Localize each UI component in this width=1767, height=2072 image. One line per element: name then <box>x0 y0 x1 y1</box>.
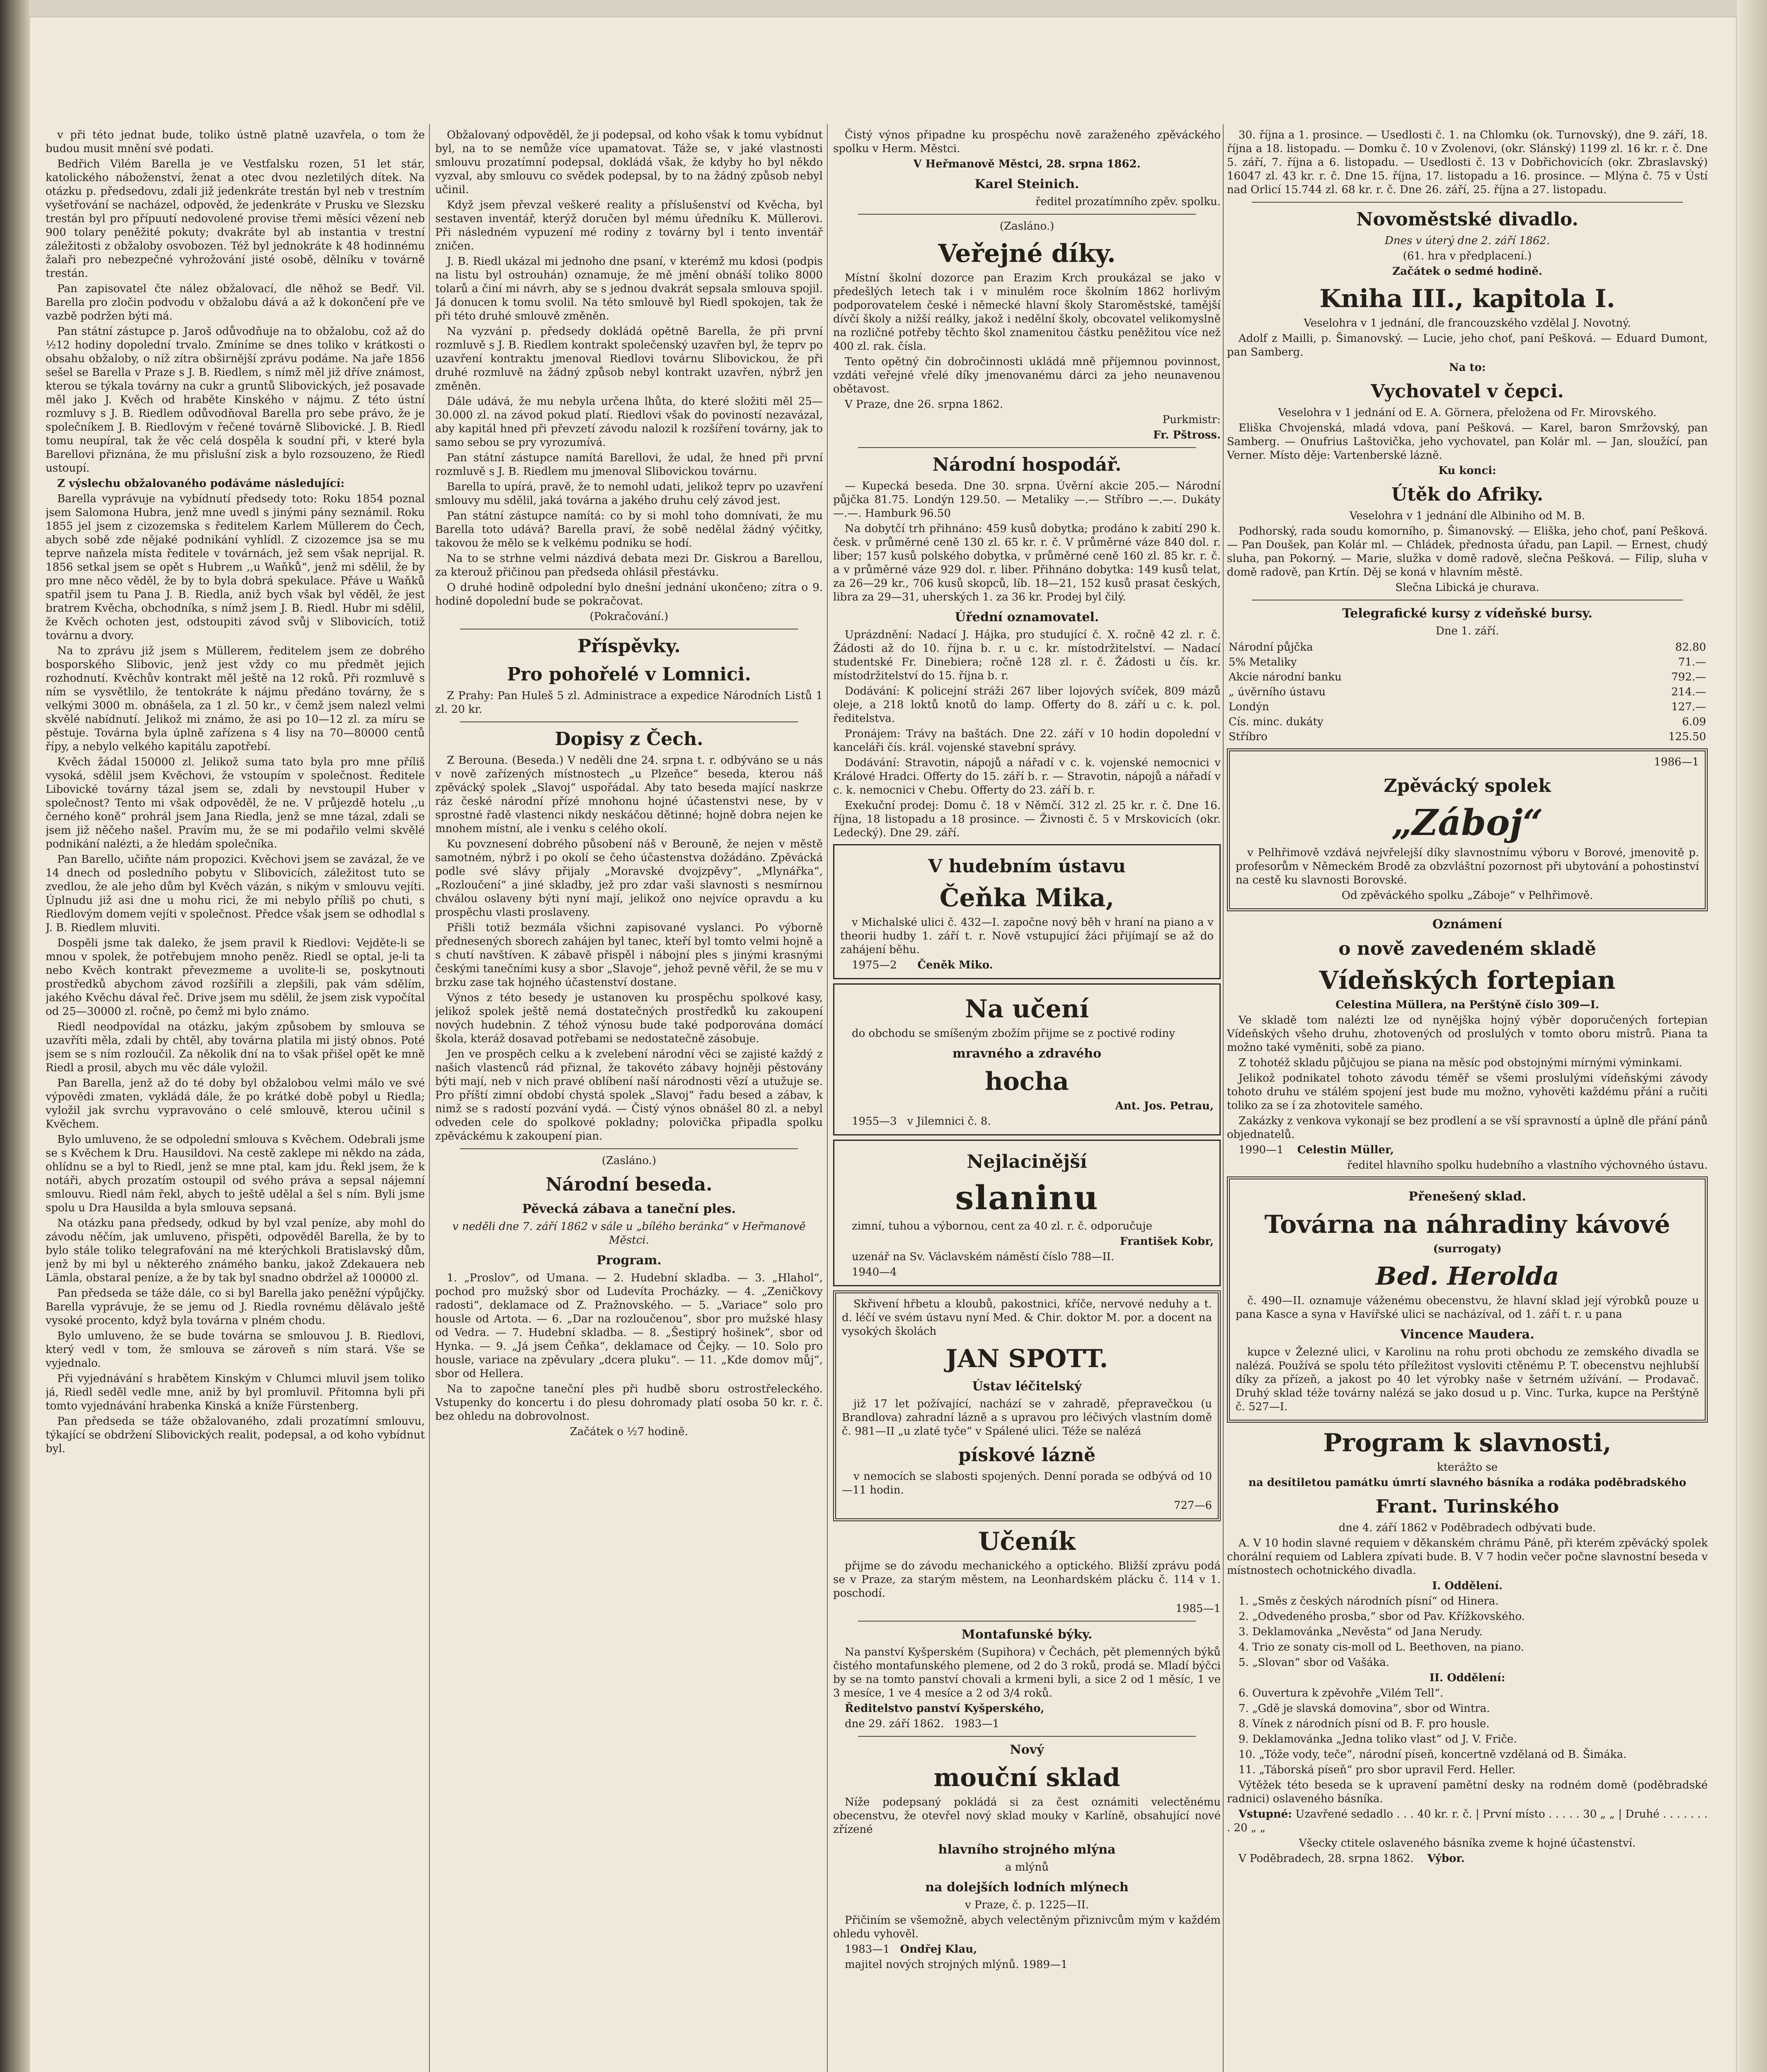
ad-kava-label: Přenešený sklad. <box>1408 1189 1526 1204</box>
signature-role: ředitel prozatímního zpěv. spolku. <box>1035 196 1221 208</box>
table-row <box>1227 729 1708 744</box>
program-end: Výtěžek této beseda se k upravení pamětní desky na rodném domě (poděbradské radnici) oslaveného básníka. <box>1227 1779 1708 1805</box>
program-item: 2. „Odvedeného prosba,“ sbor od Pav. Křížkovského. <box>1239 1610 1525 1623</box>
ad-spott-text2: v nemocích se slabosti spojených. Denní porada se odbývá od 10—11 hodin. <box>842 1470 1212 1496</box>
theatre-start: Začátek o sedmé hodině. <box>1392 265 1542 278</box>
ad-montafun-title: Montafunské býky. <box>961 1627 1093 1642</box>
article-paragraph: Barella vyprávuje na vybídnutí předsedy toto: Roku 1854 poznal jsem Salomona Hubra, jenž mne uvedl s jinými pány seznámil. Roku 1855 jel jsem z cizozemska s ředitelem Karlem Müllerem do Čech, abych sobě zde nějaké podnikání vyhlídl. Z cizozemce jsa se mu teprve naňzela místa ředitele v továrnách, jež sem však neprijal. R. 1856 setkal jsem se opět s Hubrem ,,u Waňků“, jenž mi sdělil, že by pro mne něco věděl, že by to byla dobrá spekulace. Přáve u Waňků spatřil jsem tu Pana J. B. Riedla, aniž bych však byl věděl, že jest bratrem Kvěcha, obchodníka, s nímž jsem J. B. Riedl. Hubr mi sdělil, že Kvěch ochoten jest, odstoupiti závod svůj v Slibovicích, totiž továrnu a dvory. <box>46 493 425 642</box>
ad-kava-text2: kupce v Železné ulici, v Karolinu na rohu proti obchodu ze zemského divadla se nalézá. Používá se spolu této příležitost vysloviti ctěnému P. T. obecenstvu nejhlubší díky za přízeň, a jakost po 40 let výrobky naše v šetrném užívání. — Prodavač. Druhý sklad téže továrny nalézá se jako dosud u p. Vinc. Turka, kupce na Perštýně č. 527—I. <box>1236 1346 1699 1413</box>
column-rule <box>429 124 430 2072</box>
signature: Fr. Pštross. <box>1153 429 1221 441</box>
quote-name: Národní půjčka <box>1229 641 1313 654</box>
ad-number: 1990—1 <box>1239 1144 1284 1156</box>
ad-sklad-title: mouční sklad <box>933 1763 1120 1792</box>
article-paragraph: Na vyzvání p. předsedy dokládá opětně Barella, že při první rozmluvě s J. B. Riedlem kontrakt společenský uzavřen byl, že teprv po uzavření kontraktu jmenoval Riedlovi továrnu Slibovickou, že při druhé rozmluvě na žádný způsob nebyl kontrakt uzavřen, nýbrž jen změněn. <box>435 325 823 392</box>
ad-zaboj <box>1227 748 1708 911</box>
notice-paragraph: Pronájem: Trávy na baštách. Dne 22. září v 10 hodin dopolední v kanceláři čís. král. vojenské stavební správy. <box>833 728 1221 754</box>
signature-role: Purkmistr: <box>1162 414 1221 426</box>
ad-number: 1983—1 <box>845 1943 890 1956</box>
page-right-edge <box>1737 0 1767 2072</box>
ad-montafun-sign: Ředitelstvo panství Kyšperského, <box>845 1702 1045 1715</box>
ad-montafun-text: Na panství Kyšperském (Supihora) v Čechách, pět plemenných býků čistého montafunského plemene, od 2 do 3 roků, prodá se. Mladí býčci by se na tomto panství chovali a krmeni byli, a sice 2 od 1 měsíc, 1 ve 3 mesíce, 1 ve 4 mesíce a 2 od 3/4 roků. <box>833 1646 1221 1699</box>
cattle-market-report: Na dobytčí trh přihnáno: 459 kusů dobytka; prodáno k zabití 290 k. česk. v průměrné ceně 130 zl. 65 kr. r. č. V průměrné váze 840 dol. r. liber; 157 kusů polského dobytka, v průměrné ceně 160 zl. 85 kr. r. č. a v průměrné váze 929 dol. r. liber. Přihnáno dobytka: 149 kusů telat, za 26—29 kr., 706 kusů skopců, líb. 18—21, 152 kusů prasat českých, libra za 29—31, uherských 1. za 36 kr. Prodej byl čilý. <box>833 523 1221 603</box>
quotes-table <box>1227 640 1708 744</box>
program-section1: I. Oddělení. <box>1432 1580 1503 1592</box>
market-report: — Kupecká beseda. Dne 30. srpna. Úvěrní akcie 205.— Národní půjčka 81.75. Londýn 129.50. — Metaliky —.— Stříbro —.—. Dukáty —.—. Hamburk 96.50 <box>833 480 1221 520</box>
program-item: 8. Vínek z národních písní od B. F. pro housle. <box>1239 1718 1490 1730</box>
program-intro: A. V 10 hodin slavné requiem v děkanském chrámu Páně, při kterém zpěvácký spolek chorální requiem od Lablera zpívati bude. B. V 7 hodin večer počne slavnostní beseda v místnostech ochotnického divadla. <box>1227 1537 1708 1577</box>
article-paragraph: Bylo umluveno, že se odpolední smlouva s Kvěchem. Odebrali jsme se s Kvěchem k Dru. Hausildovi. Na cestě zaklepe mi někdo na záda, ohlídnu se a byl to Riedl, jenž se mne ptal, kam jdu. Řekl jsem, že k notáři, abych prozatím ostoupil od svého práva a sepsal nájemní smlouvu. Riedl nám řekl, abych to ještě udělal a šel s ním. Byli jsme spolu u Dra Hausilda a byla smlouva sepsaná. <box>46 1133 425 1214</box>
program-date: dne 4. září 1862 v Poděbradech odbývati bude. <box>1338 1522 1596 1534</box>
ad-zaboj-line1: Zpěvácký spolek <box>1384 775 1551 796</box>
ad-fortepian-text4: Zakázky z venkova vykonají se bez prodlení a se vší spravností a úplně dle přání pánů objednatelů. <box>1227 1115 1708 1141</box>
section-divider <box>460 1148 798 1149</box>
section-divider <box>460 721 798 722</box>
article-paragraph: Pan Barello, učiňte nám propozici. Kvěchovi jsem se zavázal, že ve 14 dnech od posledního pobytu v Slibovicích, záležitost tuto se zvedlou, že ale jeho dům byl Kvěch vázán, s nikým v smlouvu vejíti. Úplnudu již asi dne u mohu rici, že mi nebylo příliš po chuti, s Riedlovým domem vejíti v společnost. Předce však jsem se odhodlal s J. B. Riedlem mluviti. <box>46 853 425 934</box>
program-label: Program. <box>596 1253 662 1268</box>
section-divider <box>858 1736 1196 1737</box>
ad-number: 1989—1 <box>1022 1958 1068 1971</box>
notice-paragraph: Exekuční prodej: Domu č. 18 v Němčí. 312 zl. 25 kr. r. č. Dne 16. října, 18 listopadu a 18 prosince. — Živnosti č. 5 v Mrskovicích (okr. Ledecký). Dne 29. září. <box>833 799 1221 839</box>
ad-kava-text: č. 490—II. oznamuje váženému obecenstvu, že hlavní sklad její výrobků pouze u pana Kasce a syna v Havířské ulici se nacházíval, od 1. září t. r. u pana <box>1236 1295 1699 1321</box>
play1-desc: Veselohra v 1 jednání, dle francouzského vzdělal J. Novotný. <box>1304 317 1631 329</box>
ad-uceni-sign: Ant. Jos. Petrau, <box>1115 1100 1214 1112</box>
article-paragraph: v při této jednat bude, toliko ústně platně uzavřela, o tom že budou musit mnění své podati. <box>46 129 425 155</box>
ad-zaboj-name: „Záboj“ <box>1391 802 1544 844</box>
article-paragraph: Pan státní zástupce p. Jaroš odůvodňuje na to obžalobu, což až do ½12 hodiny dopolední trvalo. Zmíníme se dnes toliko v krátkosti o obsahu obžaloby, o níž zítra obširnější zprávu podáme. Na jaře 1856 sešel se Barella v Praze s J. B. Riedlem, s nímž měl již dříve známost, kterou se týkala továrny na cukr a gruntů Slibovických, jež posavade měl jako J. Kvěch od hraběte Kinského v nájmu. Z této ústní rozmluvy s J. B. Riedlem odůvodňoval Barella pro sebe právo, že je společníkem J. B. Riedlovým v řečené továrně Slibovické. J. B. Riedl tomu neupíral, tak že věc celá dospěla k soudní při, v které byla Barellovi přiznána, že mu přislušní zisk a bylo rozsouzeno, že Riedl ustoupí. <box>46 325 425 474</box>
ad-spott-name: JAN SPOTT. <box>945 1344 1108 1373</box>
ad-fortepian-text: Ve skladě tom nalézti lze od nynějška hojný výběr doporučených fortepian Vídeňských všeho druhu, zhotovených od proslulých v tomto oboru mistrů. Piana ta možno také vyměniti, sobě za piano. <box>1227 1014 1708 1054</box>
ad-kava <box>1227 1176 1708 1423</box>
ad-mika <box>833 844 1221 979</box>
program-item: 7. „Gdě je slavská domovina“, sbor od Wintra. <box>1239 1702 1490 1715</box>
narodni-beseda-subheading: Pěvecká zábava a taneční ples. <box>522 1202 736 1216</box>
column-1 <box>46 128 425 2072</box>
ad-sklad-sign: Ondřej Klau, <box>900 1943 977 1956</box>
theatre-date: Dnes v úterý dne 2. září 1862. <box>1384 235 1550 247</box>
program-entry: Uzavřené sedadlo . . . 40 kr. r. č. | První místo . . . . . 30 „ „ | Druhé . . . . . . . . 20 „ „ <box>1227 1808 1708 1834</box>
start-time: Začátek o ½7 hodině. <box>570 1426 688 1438</box>
program-text: 1. „Proslov“, od Umana. — 2. Hudební skladba. — 3. „Hlahol“, pochod pro mužský sbor od Ludevíta Procházky. — 4. „Zeničkovy radosti“, deklamace od Z. Pražnovského. — 5. „Variace“ solo pro housle od Artota. — 6. „Dar na rozloučenou“, sbor pro mužské hlasy od Vedra. — 7. Hudební skladba. — 8. „Šestiprý hošinek“, sbor od Hynka. — 9. „Já jsem Čeňka“, deklamace od Čejky. — 10. Solo pro housle, variace na zpěvulary „dcera pluku“. — 11. „Kde domov můj“, sbor od Hellera. <box>435 1272 823 1380</box>
article-paragraph: Dospěli jsme tak daleko, že jsem pravil k Riedlovi: Vejděte-li se mnou v spolek, že potřebujem mnoho peněz. Riedl se optal, je-li ta nebo Kvěch kontrakt převezmeme a uvolite-li se, poskytnouti prostředků abychom závod rozšířili a zlepšili, pak vám sdělím, jakého Kvěchu dával řeč. Drive jsem mu sdělil, že jsem zisk vypočítal od 25—30000 zl. ročně, po čemž mi bylo známo. <box>46 937 425 1018</box>
binding-edge <box>0 0 29 2072</box>
article-paragraph: Čistý výnos připadne ku prospěchu nově zaraženého zpěváckého spolku v Herm. Městci. <box>833 129 1221 155</box>
program-item: 3. Deklamovánka „Nevěsta“ od Jana Nerudy. <box>1239 1626 1483 1638</box>
ad-ucenik-title: Učeník <box>978 1527 1076 1556</box>
column-2 <box>435 128 823 2072</box>
narodni-beseda-heading: Národní beseda. <box>545 1174 713 1195</box>
ad-number: 1975—2 <box>852 959 897 971</box>
play1-title: Kniha III., kapitola I. <box>1319 284 1615 313</box>
play3-desc: Veselohra v 1 jednání dle Albiniho od M. B. <box>1349 510 1585 522</box>
ad-number: 727—6 <box>1173 1499 1212 1512</box>
ad-montafun-date: dne 29. září 1862. <box>845 1718 944 1730</box>
quote-name: „ úvěrního ústavu <box>1229 686 1326 698</box>
ad-kava-name: Bed. Herolda <box>1375 1262 1559 1291</box>
ad-spott-text: již 17 let požívající, nachází se v zahradě, přepravečkou (u Brandlova) zahradní lázně a s upravou pro léčivých vlastním domě č. 981—II „u zlaté tyče“ v Spálené ulici. Téže se nalézá <box>842 1398 1212 1438</box>
article-paragraph: Pan Barella, jenž až do té doby byl obžalobou velmi málo ve své výpovědi zmaten, vykládá dále, že po krátké době pobyl u Riedla; vyložil jak svrchu vypravováno o celé smlouvě, kterou učinil s Kvěchem. <box>46 1077 425 1130</box>
section-divider <box>858 1621 1196 1622</box>
uredni-oznamovatel-heading: Úřední oznamovatel. <box>955 610 1099 625</box>
ad-spott-intro: Skřivení hřbetu a kloubů, pakostnici, kříče, nervové neduhy a t. d. léčí ve svém ústavu nyní Med. & Chir. doktor M. por. a docent na vysokých školách <box>842 1298 1212 1338</box>
ad-slanina <box>833 1140 1221 1286</box>
article-paragraph: Bylo umluveno, že se bude továrna se smlouvou J. B. Riedlovi, který vedl v tom, že smlouva se zároveň s ním stará. Vše se vyjednalo. <box>46 1330 425 1370</box>
ad-uceni-title: Na učení <box>965 995 1089 1024</box>
play2-label: Na to: <box>1449 361 1486 374</box>
article-paragraph: Když jsem převzal veškeré reality a příslušenství od Kvěcha, byl sestaven inventář, kterýž doručen byl mému úředníku K. Müllerovi. Při následném vypuzení mé rodiny z továrny byl i tento inventář zničen. <box>435 199 823 252</box>
quote-value: 792.— <box>1671 671 1706 683</box>
ad-spott-sub: Ústav léčitelský <box>972 1379 1082 1394</box>
article-paragraph: Riedl neodpovídal na otázku, jakým způsobem by smlouva se uzavříti měla, zdali by chtěl, aby továrna platila mi jistý obnos. Poté jsem se s ním rozloučil. Za několik dní na to však přišel opět ke mně Riedl a prosil, abych mu věc dále vyložil. <box>46 1021 425 1074</box>
place-date: V Heřmanově Městci, 28. srpna 1862. <box>913 158 1141 170</box>
ad-slanina-text: zimní, tuhou a výbornou, cent za 40 zl. r. č. odporučuje <box>852 1220 1152 1232</box>
ad-zaboj-text: v Pelhřimově vzdává nejvřelejší díky slavnostnímu výboru v Borové, jmenovitě p. profesorům v Německém Brodě za obzvláštní pozornost při ubytování a pohostinství na cestě ku slavnosti Borovské. <box>1236 847 1699 886</box>
program-item: 9. Deklamovánka „Jedna toliko vlast“ od J. V. Friče. <box>1239 1733 1517 1745</box>
quote-name: 5% Metaliky <box>1229 656 1297 668</box>
narodni-beseda-date: v neděli dne 7. září 1862 v sále u „bílého beránka“ v Heřmanově Městci. <box>452 1220 806 1247</box>
play1-cast: Adolf z Mailli, p. Šimanovský. — Lucie, jeho choť, paní Pešková. — Eduard Dumont, pan Samberg. <box>1227 332 1708 358</box>
telegraph-heading: Telegrafické kursy z vídeňské bursy. <box>1342 606 1592 621</box>
article-paragraph: Na to se strhne velmi názdivá debata mezi Dr. Giskrou a Barellou, za kterouž přičinou pan předseda ohlásil přestávku. <box>435 552 823 579</box>
table-row <box>1227 700 1708 714</box>
ad-fortepian-text3: Jelikož podnikatel tohoto závodu téměř se všemi proslulými vídeňskými závody tohoto druhu ve stálém spojení jest bude mu možno, vyhověti každému přání a ručiti toliko za se í za zhotovitele samého. <box>1227 1072 1708 1112</box>
article-paragraph: Výnos z této besedy je ustanoven ku prospěchu spolkové kasy, jelikož spolek ještě nemá dostatečných prostředků ku zakoupení nových hudebnin. Z téhož výnosu bude také podporována domácí škola, kteráž dosavad potřebami se nedostatečně zásobuje. <box>435 992 823 1045</box>
article-paragraph: Pan zapisovatel čte nález obžalovací, dle něhož se Bedř. Vil. Barella pro zločin podvodu v obžalobu dává a až k dokončení pře ve vazbě podržen býti má. <box>46 283 425 322</box>
signature: Karel Steinich. <box>974 177 1079 191</box>
ad-uceni-place: v Jilemnici č. 8. <box>907 1115 991 1128</box>
zaslano-label: (Zasláno.) <box>999 220 1054 232</box>
section-divider <box>1252 202 1683 203</box>
program-item: 6. Ouvertura k zpěvohře „Vilém Tell“. <box>1239 1687 1444 1699</box>
ad-kava-title: Továrna na náhradiny kávové <box>1264 1210 1670 1239</box>
ad-signature: Čeněk Miko. <box>917 959 993 971</box>
play3-title: Útěk do Afriky. <box>1391 484 1544 505</box>
article-paragraph: Přišli totiž bezmála všichni zapisované vyslanci. Po výborně přednesených sborech zahájen byl tanec, kteří byl tomto velmi hojně a s chutí navštíven. K zábavě přispěl i nábojní ples s jinými krasnými českými tanečními kusy a sbor „Slavoje“, jehož pevně věřil, že se mu v brzku zase tak hojného účastenství dostane. <box>435 922 823 989</box>
section-heading-prispevky: Příspěvky. <box>577 636 681 657</box>
ad-number: 1955—3 <box>852 1115 897 1128</box>
article-paragraph: Pan předseda se táže obžalovaného, zdali prozatímní smlouvu, týkající se obdržení Slibovických realit, podepsal, a od koho vybídnut byl. <box>46 1415 425 1455</box>
program-heading: Program k slavnosti, <box>1323 1428 1612 1457</box>
play3-cast: Podhorský, rada soudu komorního, p. Šimanovský. — Eliška, jeho choť, paní Pešková. — Pan Doušek, pan Kolár ml. — Chládek, přednosta úřadu, pan Lapil. — Ernest, chudý sluha, pan Pokorný. — Marie, služka v domě radově, slečna Pešková. — Filip, sluha v domě radově, pan Krtín. Děj se koná v hlavním městě. <box>1227 525 1708 579</box>
zaslano-label: (Zasláno.) <box>601 1155 657 1167</box>
article-paragraph: Ku povznesení dobrého působení náš v Berouně, že nejen v městě samotném, nýbrž i po okolí se čeho účastenstva dožádáno. Zpěvácká podle své slávy přijaly „Moravské dvojzpěvy“, „Mlynářka“, „Rozloučení“ a jiné skladby, jež pro zdar vaši slavnosti s nesmírnou chválou oslaveny býti nyní mají, jelikož ono nejvíce opravdu a ku prospěchu vlasti proslaveny. <box>435 838 823 919</box>
ad-mika-sign <box>840 959 1214 972</box>
ad-uceni-sub: mravného a zdravého <box>952 1046 1102 1061</box>
program-name: Frant. Turinského <box>1375 1496 1559 1517</box>
article-paragraph: Bedřich Vilém Barella je ve Vestfalsku rozen, 51 let stár, katolického náboženství, ženat a otec dvou nezletilých dítek. Na otázku p. předsedovu, zdali již jedenkráte trestán byl neb v trestním vyšetřování se nacházel, odpověd, že jedenkráte v Prusku ve Slezsku trestán byl pro přípuutí nedovolené provise třemi měsíci vězení neb 900 tolary peněžité pokuty; dvakráte byl ab instantia v trestní záležitosti z obžaloby osvobozen. Též byl jednokráte k 48 hodinnému žalaři pro nebezpečné vyhrožování jisté osobě, dělníku v továrně trestán. <box>46 158 425 280</box>
article-paragraph: Místní školní dozorce pan Erazim Krch proukázal se jako v předešlých letech tak i v minulém roce školním 1862 horlivým podporovatelem české i německé hlavní školy Staroměstské, tamější dívčí školy a nižší reálky, jakož i nedělní školy, obcovatel velikomyslně na rozličné potřeby těchto škol znamenitou částku peněžitou více než 400 zl. rak. čísla. <box>833 272 1221 353</box>
ad-sklad-sub2: na dolejších lodních mlýnech <box>925 1880 1129 1895</box>
article-paragraph: Kvěch žádal 150000 zl. Jelikož suma tato byla pro mne příliš vysoká, sdělil jsem Kvěchovi, že vstoupím v společnost. Ředitele Libovické továrny tázal jsem se, zdali by nevstoupil Huber v společnost? Tento mi však odpověděl, že ne. V průjezdě hotelu ,,u černého koně“ prohrál jsem Jana Riedla, jenž se mne tázal, zdali se jsem již něčeho našel. Pravím mu, že se mi podařilo velmi skvělé podnikání nalézti, a že hledám společníka. <box>46 756 425 850</box>
ad-sklad-line1: Nový <box>1010 1743 1044 1757</box>
ad-ucenik-text: přijme se do závodu mechanického a optického. Bližší zprávu podá se v Praze, za starým městem, na Leonhardském plácku č. 114 v 1. poschodí. <box>833 1560 1221 1600</box>
ad-sklad-text: Níže podepsaný pokládá si za čest oznámiti velectěnému obecenstvu, že otevřel nový sklad mouky v Karlíně, obsahující nové zřízené <box>833 1796 1221 1836</box>
article-paragraph: O druhé hodině odpolední bylo dnešní jednání ukončeno; zítra o 9. hodině dopolední bude se pokračovat. <box>435 581 823 608</box>
ad-mika-name: Čeňka Mika, <box>939 884 1115 913</box>
program-final: Všecky ctitele oslaveného básníka zveme k hojné účastenství. <box>1299 1837 1636 1849</box>
narodni-hospodar-heading: Národní hospodář. <box>932 454 1122 475</box>
notice-paragraph: Dodávání: K policejní stráži 267 liber lojových svíček, 809 mázů oleje, a 218 loktů knotů do lamp. Offerty do 8. září u c. k. pol. ředitelstva. <box>833 685 1221 725</box>
column-rule <box>1223 124 1224 2072</box>
notice-paragraph: Dodávání: Stravotin, nápojů a nářadí v c. k. vojenské nemocnici v Králové Hradci. Offerty do 15. září b. r. — Stravotin, nápojů a nářadí v c. k. nemocnici v Chebu. Offerty do 23. září b. r. <box>833 757 1221 796</box>
column-3 <box>833 128 1221 2072</box>
ad-spott-lazne: pískové lázně <box>958 1445 1096 1466</box>
table-row <box>1227 670 1708 685</box>
ad-fortepian-owner: Celestina Müllera, na Perštýně číslo 309—I. <box>1336 999 1599 1011</box>
ad-number: 1985—1 <box>1176 1602 1221 1615</box>
ad-fortepian-line1: o nově zavedeném skladě <box>1338 938 1596 959</box>
place-date: V Praze, dne 26. srpna 1862. <box>845 398 1003 411</box>
continuation-note: (Pokračování.) <box>589 610 669 623</box>
table-row <box>1227 714 1708 729</box>
ad-number: 1940—4 <box>852 1266 897 1278</box>
theatre-heading: Novoměstské divadlo. <box>1356 209 1578 230</box>
notice-paragraph: 30. října a 1. prosince. — Usedlosti č. 1. na Chlomku (ok. Turnovský), dne 9. září, 18. října a 18. listopadu. — Domku č. 10 v Zvolenovi, (okr. Slánský) 1199 zl. 16 kr. r. č. Dne 5. září, 7. října a 6. listopadu. — Usedlosti č. 13 v Dobřichovicích (okr. Zbraslavský) 16047 zl. 43 kr. r. č. Dne 15. října, 17. listopadu a 16. prosince. — Mlýna č. 75 v Ústí nad Orlicí 15.744 zl. 68 kr. r. č. Dne 26. září, 25. října a 27. listopadu. <box>1227 129 1708 196</box>
program-section2: II. Oddělení: <box>1429 1672 1505 1684</box>
ad-mika-line1: V hudebním ústavu <box>928 856 1126 877</box>
quote-value: 82.80 <box>1675 641 1706 654</box>
ad-fortepian-sign: Celestin Müller, <box>1297 1144 1394 1156</box>
article-paragraph: Jen ve prospěch celku a k zvelebení národní věci se zajisté každý z našich vlastenců rád přiznal, že takovéto zábavy hojněji pěstovány býti mají, neb v nich pravé oblíbení naší národnosti vězí a utužuje se. Pro příští zimní období chystá spolek „Slavoj“ řadu besed a zábav, k nimž se s radostí pozvání vydá. — Čistý výnos obnášel 80 zl. a nebyl odveden cele do spolkové pokladny; polovička připadla spolku zpěváckému k zakoupení pian. <box>435 1048 823 1143</box>
article-paragraph: Barella to upírá, pravě, že to nemohl udati, jelikož teprv po uzavření smlouvy mu sdělil, jaká továrna a jakého druhu celý závod jest. <box>435 481 823 507</box>
ad-slanina-sign: František Kobr, <box>1120 1235 1214 1248</box>
quote-name: Cís. minc. dukáty <box>1229 716 1323 728</box>
section-divider <box>858 447 1196 448</box>
quote-value: 6.09 <box>1682 716 1706 728</box>
program-item: 1. „Směs z českých národních písní“ od Hinera. <box>1239 1595 1499 1607</box>
program-sign: Výbor. <box>1427 1852 1465 1865</box>
subheading-lomnice: Pro pohořelé v Lomnici. <box>507 664 751 685</box>
verejne-diky-heading: Veřejné díky. <box>938 239 1116 268</box>
theatre-note: (61. hra v předplacení.) <box>1403 250 1532 262</box>
ad-spott <box>833 1290 1221 1521</box>
table-row <box>1227 685 1708 700</box>
ad-fortepian-label: Oznámení <box>1432 917 1503 932</box>
quote-value: 127.— <box>1671 701 1706 713</box>
ad-sklad-text2: a mlýnů <box>1005 1861 1049 1874</box>
section-heading-dopisy: Dopisy z Čech. <box>555 729 703 750</box>
program-item: 10. „Tóže vody, teče“, národní píseň, koncertně vzdělaná od B. Šimáka. <box>1239 1748 1627 1761</box>
ad-zaboj-sign: Od zpěváckého spolku „Záboje“ v Pelhřimově. <box>1341 889 1593 902</box>
article-paragraph: Pan státní zástupce namítá Barellovi, že udal, že hned při první rozmluvě s J. B. Riedlem mu jmenoval Slibovickou továrnu. <box>435 452 823 478</box>
article-paragraph: Tento opětný čin dobročinnosti ukládá mně příjemnou povinnost, vzdáti veřejné vřelé díky jmenovanému dárci za jeho neunavenou obětavost. <box>833 356 1221 395</box>
table-row <box>1227 640 1708 655</box>
program-item: 11. „Táborská píseň“ pro sbor upravil Ferd. Heller. <box>1239 1764 1516 1776</box>
play2-title: Vychovatel v čepci. <box>1371 381 1564 402</box>
ad-fortepian-sign2: ředitel hlavního spolku hudebního a vlastního výchovného ústavu. <box>1347 1159 1708 1172</box>
play3-note: Slečna Libická je churava. <box>1395 581 1539 594</box>
quote-value: 125.50 <box>1668 731 1706 743</box>
ad-uceni-big: hocha <box>985 1067 1069 1096</box>
donation-text: Z Prahy: Pan Huleš 5 zl. Administrace a expedice Národních Listů 1 zl. 20 kr. <box>435 690 823 716</box>
ad-uceni-text: do obchodu se smíšeným zbožím přijme se z poctivé rodiny <box>852 1027 1175 1040</box>
article-paragraph: J. B. Riedl ukázal mi jednoho dne psaní, v kterémž mu kdosi (podpis na listu byl ostrouhán) oznamuje, že mě jmění obnáší toliko 8000 tolarů a činí mi návrh, aby se s jednou dvakrát sepsala smlouva spojil. Já donucen k tomu svolil. Na této smlouvě byl Riedl spokojen, tak že při této druhé smlouvě změněn. <box>435 255 823 322</box>
quote-value: 214.— <box>1671 686 1706 698</box>
ad-na-uceni <box>833 983 1221 1135</box>
article-paragraph: Pan předseda se táže dále, co si byl Barella jako peněžní výpůjčky. Barella vyprávuje, že se jemu od J. Riedla rovnému dělávalo ještě vysoké procento, když byla továrna v plném chodu. <box>46 1287 425 1327</box>
ad-slanina-sub: uzenář na Sv. Václavském náměstí číslo 788—II. <box>852 1251 1115 1263</box>
ad-kava-name2: Vincence Maudera. <box>1400 1327 1534 1342</box>
article-paragraph: Z výslechu obžalovaného podáváme následující: <box>57 477 345 490</box>
ad-fortepian-title: Vídeňských fortepian <box>1319 966 1616 995</box>
play2-cast: Eliška Chvojenská, mladá vdova, paní Pešková. — Karel, baron Smržovský, pan Samberg. — Onufrius Laštovička, jeho vychovatel, pan Kolár ml. — Jan, sloužící, pan Verner. Místo děje: Vartenberské lázně. <box>1227 422 1708 462</box>
ad-sklad-text4: Přičiním se všemožně, abych velectěným přiznivcům mým v každém ohledu vyhověl. <box>833 1914 1221 1940</box>
article-paragraph: Z Berouna. (Beseda.) V neděli dne 24. srpna t. r. odbýváno se u nás v nově zařízených místnostech „u Plzeňce“ beseda, kterou náš zpěvácký spolek „Slavoj“ uspořádal. Aby tato beseda mající naskrze ráz české národní přízé mnohonu hojné účastenstvi nese, by v sprostné řadě vlastenci nikdy neskáčou dětinné; hojně dobra nejen ke mnohem místní, ale i venku s celého okolí. <box>435 754 823 835</box>
play2-desc: Veselohra v 1 jednání od E. A. Görnera, přeložena od Fr. Mirovského. <box>1278 407 1657 419</box>
program-item: 5. „Slovan“ sbor od Vašáka. <box>1239 1656 1389 1669</box>
ad-number: 1986—1 <box>1654 756 1699 768</box>
ad-number: 1983—1 <box>954 1718 999 1730</box>
article-paragraph: Pan státní zástupce namítá: co by si mohl toho domnívati, že mu Barella toto udává? Barella praví, že sobě nedělal žádný výčitky, takovou že mělo se k velkému podniku se hodí. <box>435 510 823 549</box>
article-paragraph: Na otázku pana předsedy, odkud by byl vzal peníze, aby mohl do závodu něčím, jak umluveno, přispěti, odpověděl Barella, že by to bylo stále toliko telegrafování na mé kterýchkoli Bratislavský dům, jenž by mi byl u některého známého banku, jakož Zdekauera neb Lämla, obstaral peníze, a že by tak byl snadno obdržel až 100000 zl. <box>46 1217 425 1284</box>
telegraph-date: Dne 1. září. <box>1435 625 1499 637</box>
program-line1: kterážto se <box>1437 1461 1498 1474</box>
program-entry-label: Vstupné: <box>1239 1808 1292 1820</box>
ad-sklad-sign2: majitel nových strojných mlýnů. <box>845 1958 1019 1971</box>
article-paragraph: Obžalovaný odpověděl, že ji podepsal, od koho však k tomu vybídnut byl, na to se nemůže více upamatovat. Táže se, v jaké vlastnosti smlouvu prozatímní podepsal, dokládá však, že kdyby ho byl někdo vyzval, aby smlouvu co svědek podepsal, by to na žádný způsob nebyl učinil. <box>435 129 823 196</box>
ad-slanina-title: Nejlacinější <box>967 1151 1087 1172</box>
program-item: 4. Trio ze sonaty cis-moll od L. Beethoven, na piano. <box>1239 1641 1524 1653</box>
column-rule <box>827 124 828 2072</box>
table-row <box>1227 655 1708 670</box>
ad-sklad-sub: hlavního strojného mlýna <box>938 1842 1116 1857</box>
article-paragraph: Dále udává, že mu nebyla určena lhůta, do které složiti měl 25—30.000 zl. na závod pokud platí. Riedlovi však do poviností nezavázal, aby kapitál hned při převzetí závodu nalozil k rozšíření továrny, jak to samo sebou se pry vyrozumívá. <box>435 395 823 449</box>
quote-value: 71.— <box>1678 656 1706 668</box>
quote-name: Akcie národní banku <box>1229 671 1342 683</box>
program-line2: na desítiletou památku úmrtí slavného básníka a rodáka poděbradského <box>1248 1477 1687 1489</box>
ad-sklad-text3: v Praze, č. p. 1225—II. <box>965 1899 1089 1911</box>
ad-slanina-big: slaninu <box>955 1178 1099 1217</box>
play3-label: Ku konci: <box>1438 465 1496 477</box>
column-4 <box>1227 128 1708 2072</box>
ad-mika-text: v Michalské ulici č. 432—I. započne nový běh v hraní na piano a v theorii hudby 1. září t. r. Nově vstupující žáci přijímají se až do zahájení běhu. <box>840 916 1214 956</box>
article-paragraph: Na to zprávu již jsem s Müllerem, ředitelem jsem ze dobrého bosporského Slibovic, jenž jest vždy co mu předmět jejich rozhodnutí. Kvěchův kontrakt měl ještě na 12 roků. Při rozmluvě s ním se vysvětlilo, že tentokráte k nájmu předáno továrny, že s velkými 3000 m. obnášela, za 1 zl. 50 kr., v čemž jsem nalezl velmi skvělé nabídnutí. Jelikož mi známo, že asi po 10—12 zl. za míru se pěstuje. Továrna byla úplně zařízena s 4 lisy na 70—80000 centů řípy, a nebylo velkého kapitálu zapotřebí. <box>46 645 425 753</box>
article-paragraph: Při vyjednávání s hrabětem Kinským v Chlumci mluvil jsem toliko já, Riedl seděl vedle mne, aniž by byl promluvil. Přitomna byli při tomto vyjednávání hrabenka Kinská a kníže Fürstenberg. <box>46 1372 425 1412</box>
notice-paragraph: Uprázdnění: Nadací J. Hájka, pro studující č. X. ročně 42 zl. r. č. Žádosti až do 10. října b. r. u c. kr. místodržitelství. — Nadací studentské Fr. Dinebiera; ročně 128 zl. r. č. Žádosti u čís. kr. místodržitelství do 15. října b. r. <box>833 629 1221 682</box>
closing-text: Na to započne taneční ples při hudbě sboru ostrostřeleckého. Vstupenky do koncertu i do plesu dohromady platí osoba 50 kr. r. č. bez ohledu na dobrovolnost. <box>435 1383 823 1423</box>
ad-kava-sub: (surrogaty) <box>1433 1243 1502 1255</box>
program-place: V Poděbradech, 28. srpna 1862. <box>1239 1852 1414 1865</box>
quote-name: Stříbro <box>1229 731 1268 743</box>
quote-name: Londýn <box>1229 701 1269 713</box>
section-divider <box>858 214 1196 215</box>
ad-fortepian-text2: Z tohotéž skladu půjčujou se piana na měsíc pod obstojnými mírnými výminkami. <box>1239 1057 1683 1069</box>
